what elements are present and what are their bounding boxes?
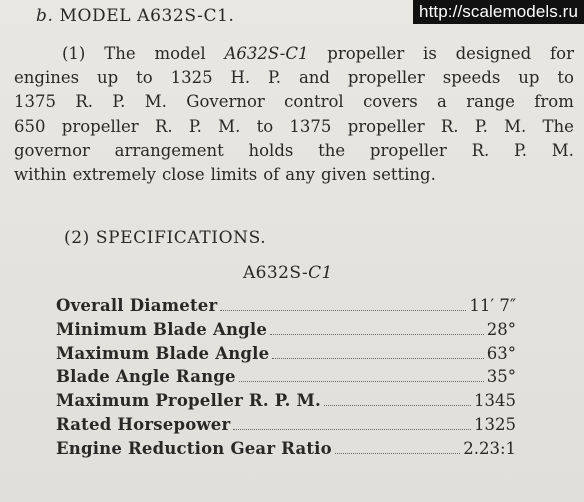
paragraph-word: designed	[455, 44, 532, 63]
paragraph-word: the	[318, 140, 346, 160]
paragraph-word: R.	[154, 116, 173, 136]
paragraph-word: limits	[210, 164, 258, 184]
spec-row	[56, 296, 516, 320]
spec-row	[56, 344, 516, 368]
paragraph-word: M.	[218, 116, 241, 136]
watermark-url: http://scalemodels.ru	[413, 0, 584, 24]
paragraph-word: within	[14, 164, 67, 184]
dot-leader	[324, 405, 471, 406]
paragraph-line	[14, 66, 574, 90]
spec-value: 2.23:1	[463, 438, 516, 458]
paragraph-word: P.	[514, 140, 528, 160]
paragraph-word: R.	[440, 116, 459, 136]
paragraph-line	[14, 139, 574, 163]
paragraph-word: range	[466, 92, 515, 112]
dot-leader	[239, 381, 484, 382]
paragraph-word: engines	[14, 68, 80, 88]
spec-value: 63°	[486, 343, 516, 363]
paragraph-word: of	[263, 164, 280, 184]
spec-label: Rated Horsepower	[56, 414, 231, 434]
model-prefix: A632S-	[243, 263, 309, 283]
spec-row	[56, 320, 516, 344]
paragraph-word: for	[550, 44, 574, 63]
spec-value: 28°	[486, 319, 516, 339]
spec-label: Engine Reduction Gear Ratio	[56, 438, 332, 458]
paragraph-word: from	[534, 92, 574, 112]
paragraph-word: up	[97, 68, 119, 88]
paragraph-word: up	[518, 68, 540, 88]
dot-leader	[272, 358, 483, 359]
spec-label: Maximum Blade Angle	[56, 343, 270, 363]
paragraph-word: P.	[268, 68, 282, 88]
paragraph-word: P.	[112, 92, 126, 112]
paragraph-line	[14, 115, 574, 139]
paragraph-word: 1375	[289, 116, 332, 136]
paragraph-word: 1325	[170, 68, 213, 88]
dot-leader	[233, 429, 471, 430]
paragraph-word: R.	[471, 140, 490, 160]
specifications-table	[56, 296, 516, 463]
paragraph-word: propeller	[327, 44, 405, 63]
paragraph-word: The	[104, 44, 136, 63]
spec-value: 11′ 7″	[469, 296, 516, 315]
paragraph-word: holds	[248, 140, 294, 160]
paragraph-word: A632S-C1	[224, 44, 309, 63]
paragraph-word: P.	[188, 116, 202, 136]
spec-value: 1345	[474, 391, 516, 411]
paragraph-word: (1)	[62, 44, 86, 63]
paragraph-word: arrangement	[114, 140, 224, 160]
paragraph-word: given	[321, 164, 367, 184]
paragraph-word: model	[154, 44, 206, 63]
paragraph-word: any	[285, 164, 316, 184]
paragraph-word: covers	[363, 92, 418, 112]
paragraph-word: governor	[14, 140, 90, 160]
paragraph-word: propeller	[347, 116, 425, 136]
specifications-heading: (2) SPECIFICATIONS.	[64, 228, 267, 248]
spec-label: Minimum Blade Angle	[56, 319, 268, 339]
paragraph-word: is	[423, 44, 437, 63]
paragraph-word: propeller	[369, 140, 447, 160]
spec-label: Blade Angle Range	[56, 367, 236, 387]
model-suffix: C1	[308, 263, 333, 283]
paragraph-word: and	[298, 68, 330, 88]
spec-row	[56, 391, 516, 415]
paragraph-word: to	[256, 116, 274, 136]
dot-leader	[335, 453, 460, 454]
paragraph-word: H.	[230, 68, 251, 88]
spec-label: Maximum Propeller R. P. M.	[56, 391, 321, 411]
paragraph-word: P.	[474, 116, 488, 136]
spec-label: Overall Diameter	[56, 296, 218, 315]
paragraph-word: to	[557, 68, 574, 88]
paragraph-word: propeller	[347, 68, 425, 88]
description-paragraph	[14, 42, 574, 187]
paragraph-word: close	[161, 164, 205, 184]
paragraph-word: control	[284, 92, 344, 112]
paragraph-word: extremely	[72, 164, 156, 184]
paragraph-word: M.	[144, 92, 167, 112]
paragraph-word: a	[437, 92, 447, 112]
section-title: MODEL A632S-C1.	[59, 6, 235, 26]
paragraph-word: M.	[504, 116, 527, 136]
paragraph-line	[14, 90, 574, 114]
spec-row	[56, 415, 516, 439]
paragraph-word: speeds	[442, 68, 501, 88]
paragraph-word: M.	[551, 140, 574, 160]
spec-value: 35°	[486, 367, 516, 387]
dot-leader	[270, 334, 484, 335]
spec-value: 1325	[474, 414, 516, 434]
paragraph-word: Governor	[186, 92, 265, 112]
paragraph-word: setting.	[372, 164, 436, 184]
paragraph-word: to	[136, 68, 153, 88]
paragraph-word: 1375	[14, 92, 56, 112]
spec-row	[56, 367, 516, 391]
paragraph-line	[14, 163, 574, 187]
paragraph-word: 650	[14, 116, 46, 136]
specifications-model	[243, 263, 333, 283]
paragraph-word: The	[542, 116, 574, 136]
spec-row	[56, 439, 516, 463]
paragraph-word: propeller	[61, 116, 139, 136]
section-heading	[36, 6, 235, 26]
paragraph-line	[14, 42, 574, 66]
paragraph-word: R.	[75, 92, 94, 112]
section-letter: b.	[36, 6, 54, 26]
dot-leader	[220, 310, 466, 311]
